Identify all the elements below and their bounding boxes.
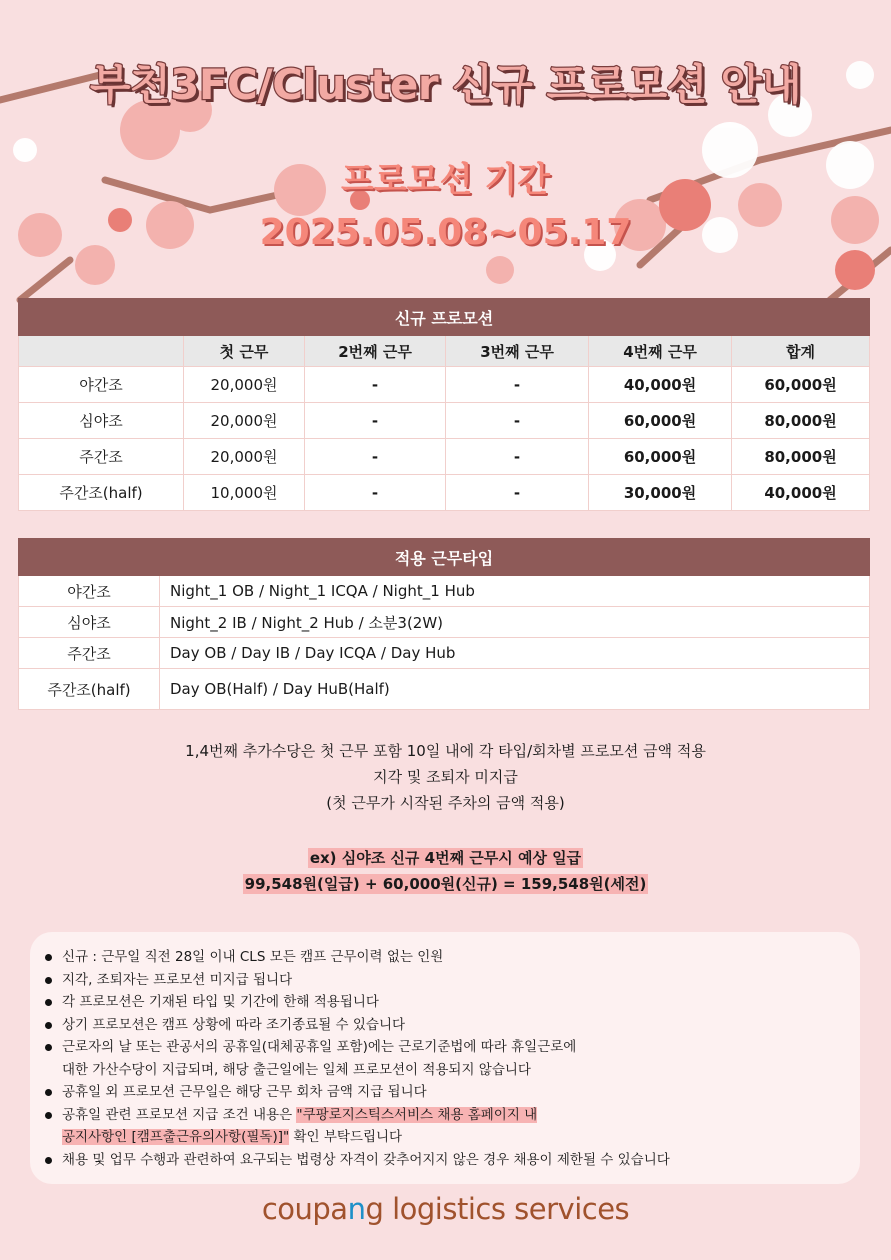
table-row	[19, 439, 870, 475]
work-types: Day OB(Half) / Day HuB(Half)	[160, 669, 870, 710]
table-cell: 60,000원	[589, 439, 732, 475]
table-cell: 20,000원	[184, 439, 305, 475]
promotion-period-label: 프로모션 기간	[341, 160, 550, 200]
table-cell: -	[446, 475, 589, 511]
table-row	[19, 638, 870, 669]
list-item: 상기 프로모션은 캠프 상황에 따라 조기종료될 수 있습니다	[42, 1014, 844, 1037]
list-item-text: 확인 부탁드립니다	[289, 1129, 403, 1145]
list-item-continuation: 대한 가산수당이 지급되며, 해당 출근일에는 일체 프로모션이 적용되지 않습니다	[62, 1061, 531, 1078]
table-cell: 20,000원	[184, 403, 305, 439]
total-cell: 60,000원	[732, 367, 870, 403]
list-item-text: 공휴일 관련 프로모션 지급 조건 내용은	[62, 1106, 297, 1123]
shift-name: 주간조	[19, 439, 184, 475]
pay-example	[0, 845, 891, 897]
table-cell: 10,000원	[184, 475, 305, 511]
total-cell: 80,000원	[732, 439, 870, 475]
coupang-logistics-logo: coupang logistics services	[261, 1192, 630, 1226]
table-cell: -	[305, 403, 446, 439]
table-row	[19, 367, 870, 403]
table-cell: 20,000원	[184, 367, 305, 403]
work-types: Night_1 OB / Night_1 ICQA / Night_1 Hub	[160, 576, 870, 607]
table-row	[19, 576, 870, 607]
table-cell: 30,000원	[589, 475, 732, 511]
table-row	[19, 475, 870, 511]
example-formula: 99,548원(일급) + 60,000원(신규) = 159,548원(세전)	[244, 875, 647, 893]
promotion-table	[18, 298, 870, 511]
table-cell: 40,000원	[589, 367, 732, 403]
table-row	[19, 607, 870, 638]
shift-name: 주간조(half)	[19, 669, 160, 710]
table-cell: -	[446, 439, 589, 475]
table-cell: -	[446, 367, 589, 403]
total-cell: 80,000원	[732, 403, 870, 439]
example-title: ex) 심야조 신규 4번째 근무시 예상 일급	[309, 849, 582, 867]
work-type-table	[18, 538, 870, 710]
header-cell: 3번째 근무	[446, 336, 589, 367]
work-types: Night_2 IB / Night_2 Hub / 소분3(2W)	[160, 607, 870, 638]
promotion-table-caption: 신규 프로모션	[19, 299, 870, 336]
shift-name: 심야조	[19, 403, 184, 439]
promotion-table-header	[19, 336, 870, 367]
page-title: 부천3FC/Cluster 신규 프로모션 안내	[89, 60, 802, 109]
header-cell: 합계	[732, 336, 870, 367]
total-cell: 40,000원	[732, 475, 870, 511]
table-cell: -	[446, 403, 589, 439]
note-line: 지각 및 조퇴자 미지급	[373, 768, 518, 786]
table-cell: -	[305, 367, 446, 403]
list-item-text: 근로자의 날 또는 관공서의 공휴일(대체공휴일 포함)에는 근로기준법에 따라 휴일근로에	[62, 1039, 577, 1055]
shift-name: 주간조(half)	[19, 475, 184, 511]
list-item: 각 프로모션은 기재된 타입 및 기간에 한해 적용됩니다	[42, 991, 844, 1014]
header-cell: 4번째 근무	[589, 336, 732, 367]
header-cell: 첫 근무	[184, 336, 305, 367]
list-item	[42, 1036, 844, 1081]
list-item: 공휴일 외 프로모션 근무일은 해당 근무 회차 금액 지급 됩니다	[42, 1081, 844, 1104]
header-cell	[19, 336, 184, 367]
list-item: 채용 및 업무 수행과 관련하여 요구되는 법령상 자격이 갖추어지지 않은 경우 채용이 제한될 수 있습니다	[42, 1149, 844, 1172]
promotion-notes	[0, 738, 891, 816]
table-cell: -	[305, 475, 446, 511]
shift-name: 야간조	[19, 367, 184, 403]
highlight-text: 공지사항인 [캠프출근유의사항(필독)]"	[62, 1129, 290, 1145]
table-cell: 60,000원	[589, 403, 732, 439]
list-item	[42, 1104, 844, 1149]
note-line: 1,4번째 추가수당은 첫 근무 포함 10일 내에 각 타입/회차별 프로모션 금액 적용	[185, 742, 706, 760]
highlight-text: "쿠팡로지스틱스서비스 채용 홈페이지 내	[296, 1106, 538, 1123]
note-line: (첫 근무가 시작된 주차의 금액 적용)	[326, 794, 565, 812]
promotion-period-dates: 2025.05.08~05.17	[259, 212, 632, 253]
work-types: Day OB / Day IB / Day ICQA / Day Hub	[160, 638, 870, 669]
table-row	[19, 403, 870, 439]
shift-name: 야간조	[19, 576, 160, 607]
header-cell: 2번째 근무	[305, 336, 446, 367]
list-item: 지각, 조퇴자는 프로모션 미지급 됩니다	[42, 969, 844, 992]
conditions-box	[30, 932, 860, 1184]
work-type-table-caption: 적용 근무타입	[19, 539, 870, 576]
list-item: 신규 : 근무일 직전 28일 이내 CLS 모든 캠프 근무이력 없는 인원	[42, 946, 844, 969]
shift-name: 심야조	[19, 607, 160, 638]
table-cell: -	[305, 439, 446, 475]
table-row	[19, 669, 870, 710]
shift-name: 주간조	[19, 638, 160, 669]
